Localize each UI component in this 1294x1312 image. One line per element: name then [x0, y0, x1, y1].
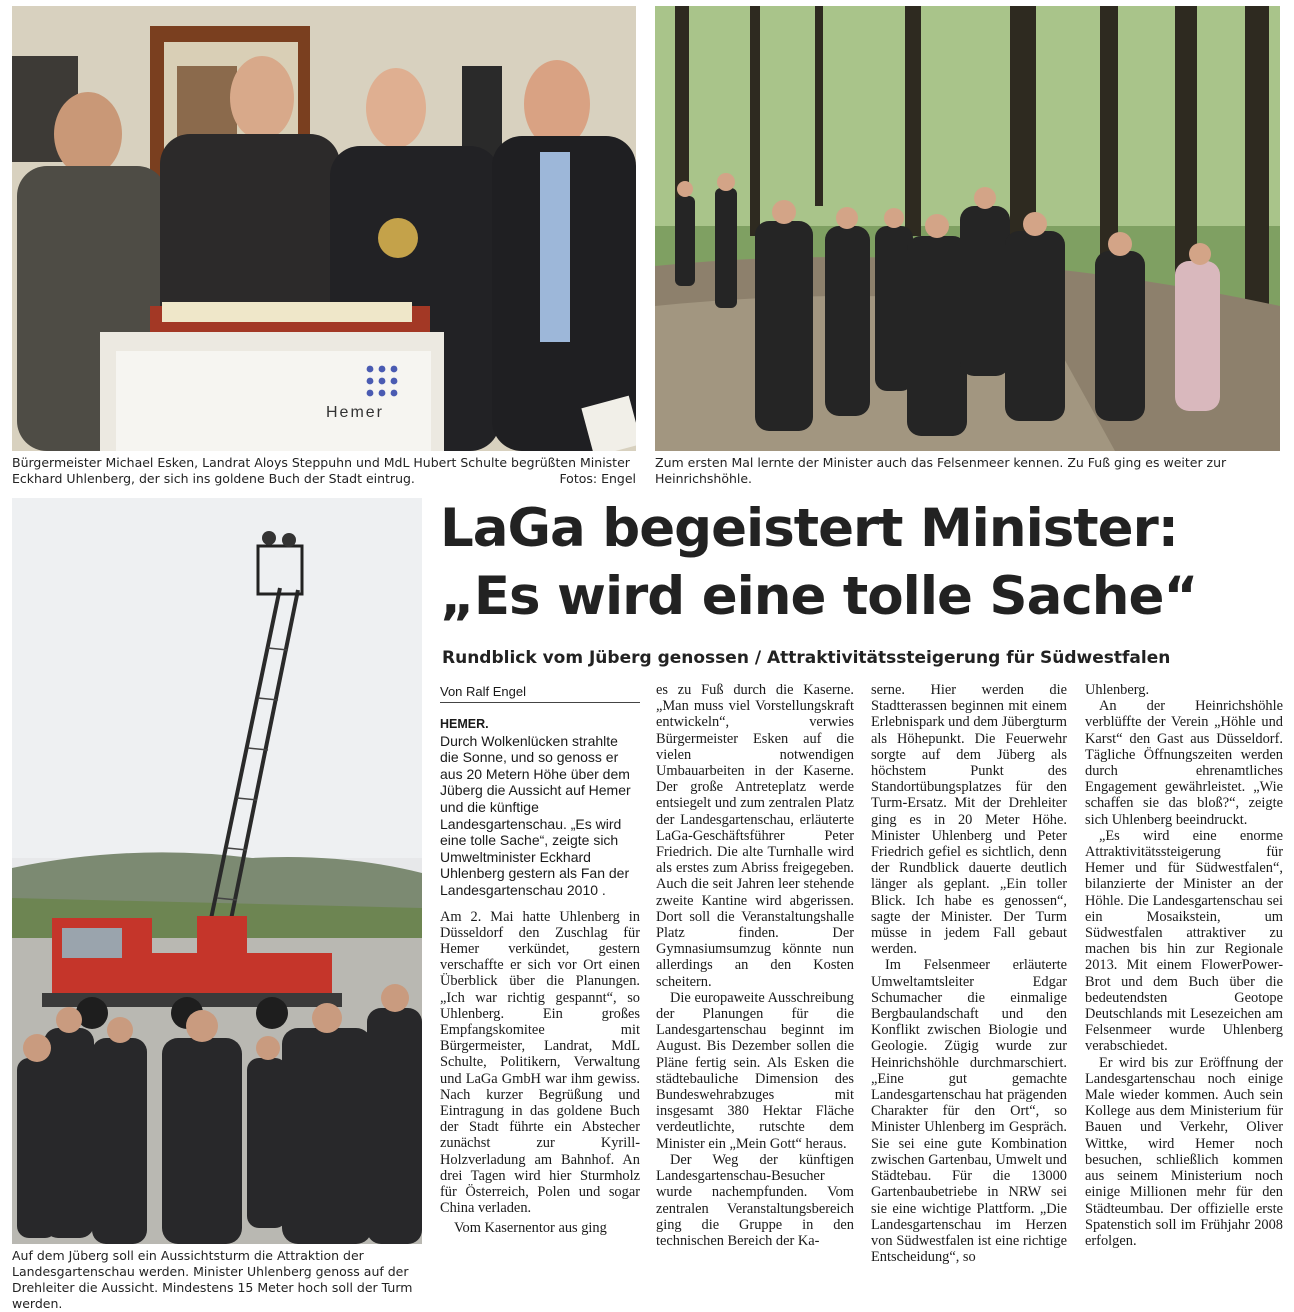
caption-golden-book-text: Bürgermeister Michael Esken, Landrat Aloys Steppuhn und MdL Hubert Schulte begrüßten Minister Eckhard Uhlenberg, der sich ins goldene Buch der Stadt eintrug.	[12, 455, 630, 486]
caption-turntable-ladder	[12, 1248, 424, 1312]
headline-line-1: LaGa begeistert Minister:	[440, 498, 1178, 559]
paragraph: serne. Hier werden die Stadtterassen beginnen mit einem Erlebnispark und dem Jübergturm als Höhepunkt. Die Feuerwehr sorgte auf dem Jüberg als höchstem Punkt des Standortübungsplatzes für den Turm-Ersatz. Mit der Drehleiter ging es in 20 Meter Höhe. Minister Uhlenberg und Peter Friedrich gefiel es sichtlich, denn der Rundblick dauerte deutlich länger als geplant. „Ein toller Blick. Ich habe es genossen“, sagte der Minister. Der Turm müsse in jedem Fall gebaut werden.	[871, 682, 1067, 958]
article-column-2	[656, 682, 854, 1249]
paragraph: Am 2. Mai hatte Uhlenberg in Düsseldorf den Zuschlag für Hemer verkündet, gestern verschaffte er sich vor Ort einen Überblick über die Planungen. „Ich war richtig gespannt“, so Uhlenberg. Ein großes Empfangskomitee mit Bürgermeister, Landrat, MdL Schulte, Politikern, Verwaltung und LaGa GmbH war ihm gewiss. Nach kurzer Begrüßung und Eintragung in das goldene Buch der Stadt führte ein Abstecher zunächst zur Kyrill-Holzverladung am Bahnhof. An drei Tagen wird hier Sturmholz für Österreich, Polen und sogar China verladen.	[440, 908, 640, 1217]
byline: Von Ralf Engel	[440, 684, 640, 703]
paragraph: Die europaweite Ausschreibung der Planungen für die Landesgartenschau beginnt im August. Bis Dezember sollen die Pläne fertig sein. Als Esken die städtebauliche Dimension des Bundeswehrabzuges mit insgesamt 380 Hektar Fläche verdeutlichte, rutschte dem Minister ein „Mein Gott“ heraus.	[656, 989, 854, 1152]
paragraph: es zu Fuß durch die Kaserne. „Man muss viel Vorstellungskraft entwickeln“, verwies Bürgermeister Esken auf die vielen notwendigen Umbauarbeiten in der Kaserne. Der große Antreteplatz werde entsiegelt und zum zentralen Platz der Landesgartenschau, erläuterte LaGa-Geschäftsführer Peter Friedrich. Die alte Turnhalle wird als erstes zum Abriss freigegeben. Auch die seit Jahren leer stehende zweite Kantine wird abgerissen. Dort soll die Veranstaltungshalle Platz finden. Der Gymnasiumsumzug könnte nun allerdings an den Kosten scheitern.	[656, 682, 854, 990]
caption-forest-walk	[655, 455, 1280, 487]
paragraph: An der Heinrichshöhle verblüffte der Verein „Höhle und Karst“ den Gast aus Düsseldorf. Tägliche Öffnungszeiten werden durch ehrenamtliches Engagement gewährleistet. „Wie schaffen sie das bloß?“, zeigte sich Uhlenberg beeindruckt.	[1085, 698, 1283, 828]
subheadline: Rundblick vom Jüberg genossen / Attraktivitätssteigerung für Südwestfalen	[442, 648, 1171, 668]
paragraph: Durch Wolkenlücken strahlte die Sonne, und so genoss er aus 20 Metern Höhe über dem Jüberg die Aussicht auf Hemer und die künftige Landesgartenschau. „Es wird eine tolle Sache“, zeigte sich Umweltminister Eckhard Uhlenberg gestern als Fan der Landesgartenschau 2010 .	[440, 732, 631, 898]
caption-golden-book	[12, 455, 636, 487]
headline-line-2: „Es wird eine tolle Sache“	[440, 566, 1198, 627]
dateline: HEMER.	[440, 717, 489, 731]
photo-golden-book	[12, 6, 636, 451]
paragraph: Der Weg der künftigen Landesgartenschau-Besucher wurde nachempfunden. Vom zentralen Veranstaltungsbereich ging die Gruppe in den technischen Bereich der Ka-	[656, 1151, 854, 1249]
article-column-1	[440, 716, 640, 1237]
caption-turntable-ladder-text: Auf dem Jüberg soll ein Aussichtsturm die Attraktion der Landesgartenschau werden. Minister Uhlenberg genoss auf der Drehleiter die Aussicht. Mindestens 15 Meter hoch soll der Turm werden.	[12, 1248, 413, 1311]
paragraph: Im Felsenmeer erläuterte Umweltamtsleiter Edgar Schumacher die einmalige Bergbaulandschaft und den Konflikt zwischen Biologie und Geologie. Zügig wurde zur Heinrichshöhle durchmarschiert. „Eine gut gemachte Landesgartenschau hat prägenden Charakter für den Ort“, so Minister Uhlenberg im Gespräch. Sie sei eine gute Kombination zwischen Gartenbau, Umwelt und Städtebau. Für die 13000 Gartenbaubetriebe in NRW sei sie eine wichtige Plattform. „Die Landesgartenschau im Herzen von Südwestfalen ist eine richtige Entscheidung“, so	[871, 957, 1067, 1266]
paragraph: Vom Kasernentor aus ging	[454, 1220, 607, 1237]
paragraph: Uhlenberg.	[1085, 682, 1150, 698]
article-column-4	[1085, 682, 1283, 1249]
paragraph: „Es wird eine enorme Attraktivitätssteigerung für Hemer und für Südwestfalen“, bilanzierte der Minister an der Höhle. Die Landesgartenschau sei ein Mosaikstein, um Südwestfalen attraktiver zu machen bis hin zur Regionale 2013. Mit einem FlowerPower-Brot und dem Buch über die bedeutendsten Geotope Deutschlands mit Lesezeichen am Felsenmeer wurde Uhlenberg verabschiedet.	[1085, 827, 1283, 1055]
paragraph: Er wird bis zur Eröffnung der Landesgartenschau noch einige Male wieder kommen. Auch sein Kollege aus dem Ministerium für Bauen und Verkehr, Oliver Wittke, wird Hemer noch besuchen, schließlich kommen aus seinem Ministerium noch einige Millionen mehr für den Städteumbau. Der offizielle erste Spatenstich soll im Frühjahr 2008 erfolgen.	[1085, 1054, 1283, 1249]
article-column-3	[871, 682, 1067, 1265]
caption-forest-walk-text: Zum ersten Mal lernte der Minister auch das Felsenmeer kennen. Zu Fuß ging es weiter zur Heinrichshöhle.	[655, 455, 1227, 486]
photo-credit: Fotos: Engel	[559, 471, 636, 486]
photo-turntable-ladder	[12, 498, 422, 1244]
podium-logo-text: Hemer	[326, 404, 385, 421]
photo-forest-walk	[655, 6, 1280, 451]
